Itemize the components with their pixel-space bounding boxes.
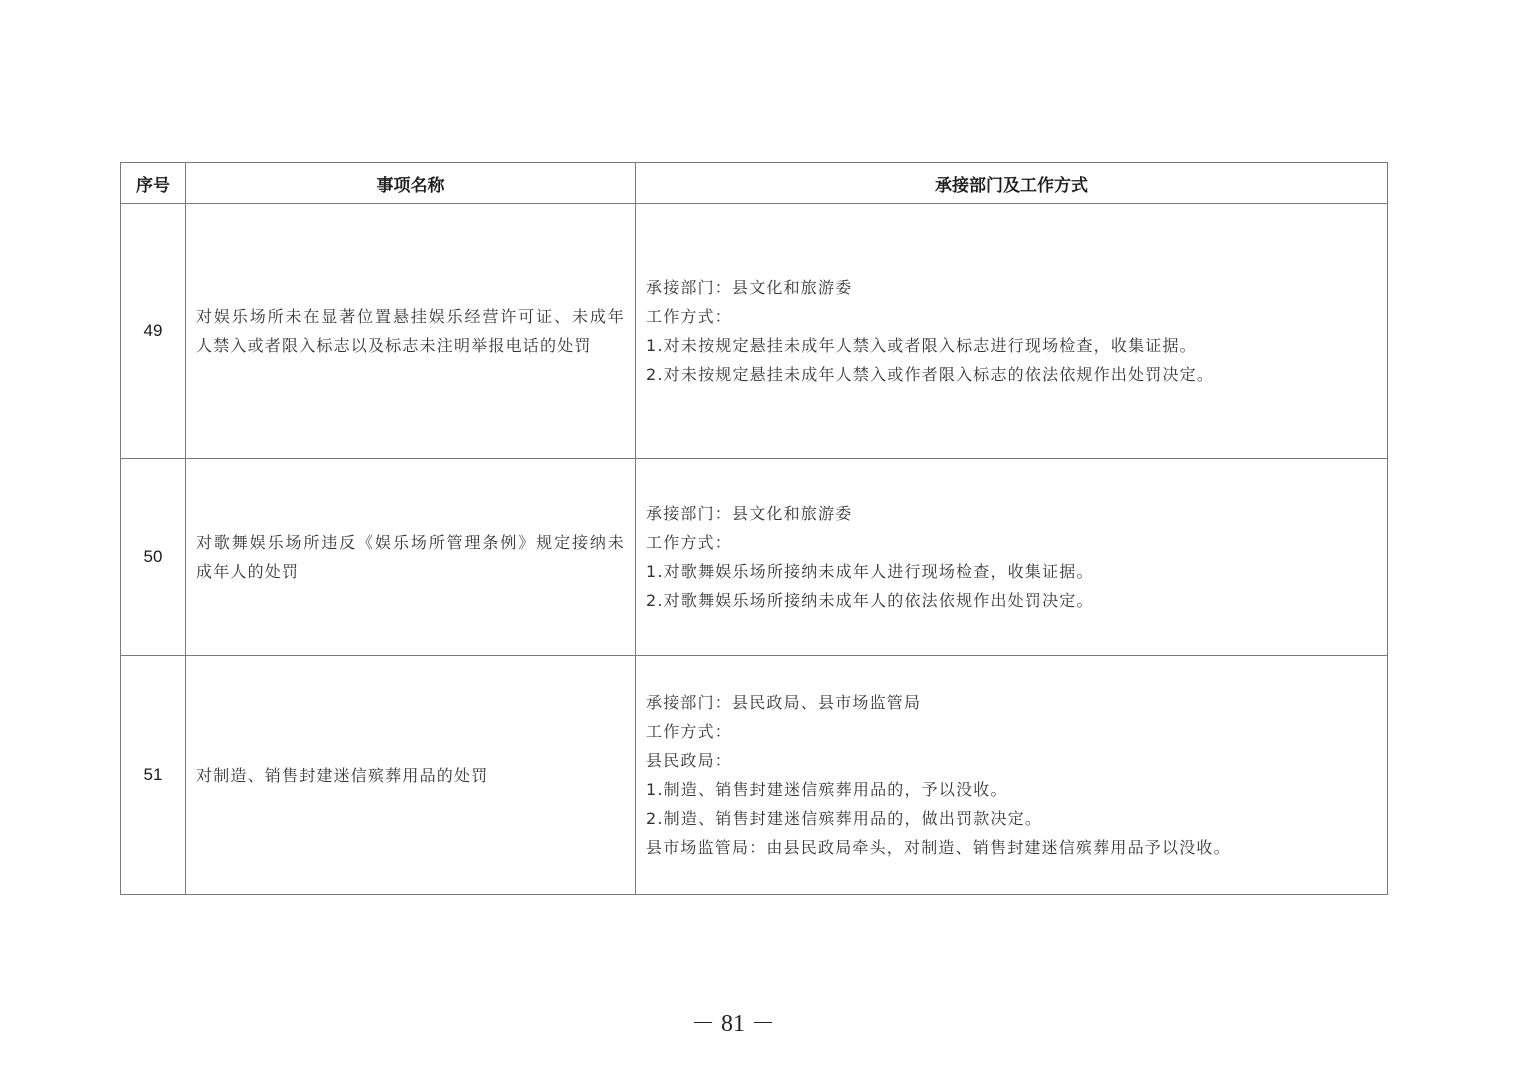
- table-header-row: [121, 163, 1388, 204]
- header-seq: 序号: [121, 163, 186, 204]
- page-number: － 81 －: [691, 1011, 775, 1037]
- method-step: 2.制造、销售封建迷信殡葬用品的，做出罚款决定。: [646, 809, 1043, 828]
- row-seq: 49: [121, 204, 186, 459]
- row-dept-method: [636, 204, 1388, 459]
- row-dept-method: [636, 656, 1388, 895]
- method-step: 1.对未按规定悬挂未成年人禁入或者限入标志进行现场检查，收集证据。: [646, 336, 1197, 355]
- header-item-name: 事项名称: [186, 163, 636, 204]
- method-step: 2.对歌舞娱乐场所接纳未成年人的依法依规作出处罚决定。: [646, 591, 1094, 610]
- row-item-name: 对歌舞娱乐场所违反《娱乐场所管理条例》规定接纳未成年人的处罚: [186, 459, 636, 656]
- method-step: 1.对歌舞娱乐场所接纳未成年人进行现场检查，收集证据。: [646, 562, 1094, 581]
- method-label: 工作方式：: [646, 722, 733, 741]
- method-label: 工作方式：: [646, 307, 733, 326]
- sub-dept-label: 县民政局：: [646, 751, 733, 770]
- table-row: [121, 656, 1388, 895]
- items-table: [120, 162, 1388, 895]
- dept-line: 承接部门：县文化和旅游委: [646, 278, 853, 297]
- method-step: 2.对未按规定悬挂未成年人禁入或作者限入标志的依法依规作出处罚决定。: [646, 365, 1215, 384]
- row-item-name: 对娱乐场所未在显著位置悬挂娱乐经营许可证、未成年人禁入或者限入标志以及标志未注明举报电话的处罚: [186, 204, 636, 459]
- method-label: 工作方式：: [646, 533, 733, 552]
- table-row: [121, 459, 1388, 656]
- dept-line: 承接部门：县文化和旅游委: [646, 504, 853, 523]
- row-item-name: 对制造、销售封建迷信殡葬用品的处罚: [186, 656, 636, 895]
- row-seq: 50: [121, 459, 186, 656]
- table-row: [121, 204, 1388, 459]
- row-seq: 51: [121, 656, 186, 895]
- method-step: 1.制造、销售封建迷信殡葬用品的，予以没收。: [646, 780, 1008, 799]
- dept-line: 承接部门：县民政局、县市场监管局: [646, 693, 922, 712]
- header-dept-method: 承接部门及工作方式: [636, 163, 1388, 204]
- row-dept-method: [636, 459, 1388, 656]
- method-step: 县市场监管局：由县民政局牵头，对制造、销售封建迷信殡葬用品予以没收。: [646, 838, 1231, 857]
